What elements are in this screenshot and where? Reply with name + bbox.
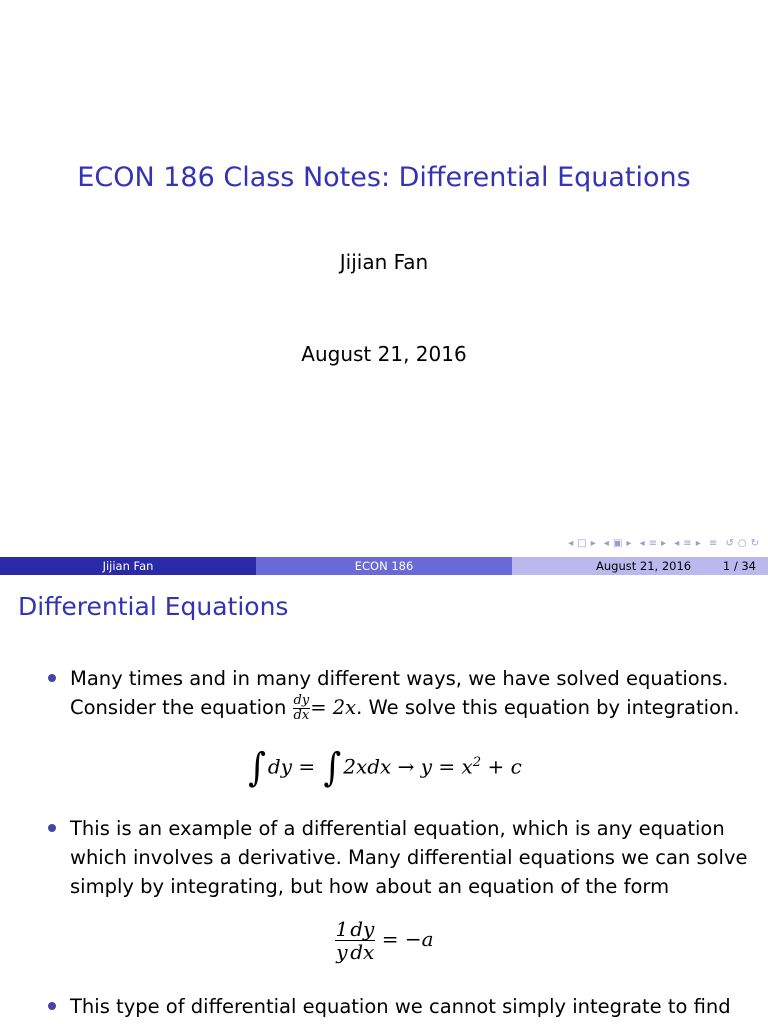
inline-deriv-den: dx [293, 708, 310, 723]
footer-course: ECON 186 [256, 557, 512, 575]
integral-sign-icon: ∫ [248, 745, 266, 791]
integral-sign-icon: ∫ [323, 745, 342, 791]
nav-right-icon[interactable]: ▸ [661, 538, 668, 549]
bullet-icon [48, 674, 63, 689]
equation-2-rhs: = −a [375, 927, 434, 951]
fraction-one-over-y [335, 918, 350, 963]
fraction-1-den: y [336, 940, 348, 964]
nav-subsection-icon[interactable]: ▣ [612, 538, 624, 549]
bullet-1-line-2-end: . We solve this equation by integration. [356, 696, 740, 719]
nav-left-icon[interactable]: ◂ [603, 538, 610, 549]
nav-back-icon[interactable]: ↻ [750, 538, 760, 549]
bullet-1-line-2-start: Consider the equation [70, 696, 293, 719]
inline-deriv-num: dy [293, 692, 310, 708]
bullet-2-line-2: which involves a derivative. Many differential equations we can solve [70, 846, 748, 869]
nav-right-icon[interactable]: ▸ [626, 538, 633, 549]
bullet-2-line-1: This is an example of a differential equation, which is any equation [70, 817, 725, 840]
bullet-2-text [70, 814, 760, 901]
nav-left-icon[interactable]: ◂ [568, 538, 575, 549]
footer-date: August 21, 2016 [596, 559, 692, 573]
fraction-2-den: dx [350, 940, 375, 964]
equation-1-left: dy = [267, 754, 316, 779]
slide-footer [0, 557, 768, 575]
content-slide [0, 576, 768, 1024]
fraction-2-num: dy [350, 917, 375, 941]
equation-1-middle: 2xdx → y = x [343, 754, 473, 779]
bullet-1-line-1: Many times and in many different ways, we have solved equations. [70, 667, 729, 690]
nav-section-icon[interactable]: ≡ [648, 538, 659, 549]
equation-integration [0, 745, 768, 791]
nav-right-icon[interactable]: ▸ [695, 538, 702, 549]
nav-frame-icon[interactable]: □ [577, 538, 588, 549]
nav-left-icon[interactable]: ◂ [639, 538, 646, 549]
nav-zoom-icon[interactable]: ○ [737, 538, 748, 549]
author-name: Jijian Fan [339, 250, 429, 274]
fraction-1-num: 1 [335, 917, 349, 941]
footer-author: Jijian Fan [0, 557, 256, 575]
nav-search-icon[interactable]: ↺ [725, 538, 735, 549]
nav-right-icon[interactable]: ▸ [590, 538, 597, 549]
nav-section-icon[interactable]: ≡ [683, 538, 693, 549]
bullet-icon [48, 1002, 63, 1017]
equation-1-right: + c [481, 754, 522, 779]
bullet-2-line-3: simply by integrating, but how about an equation of the form [70, 875, 670, 898]
equation-differential [0, 918, 768, 963]
fraction-dy-dx [349, 918, 375, 963]
footer-date-page [512, 557, 768, 575]
bullet-3-text: This type of differential equation we cannot simply integrate to find [70, 995, 731, 1018]
document-date: August 21, 2016 [301, 342, 467, 366]
bullet-icon [48, 824, 63, 839]
footer-page-number: 1 / 34 [722, 559, 756, 573]
bullet-1-text [70, 664, 760, 723]
bullet-1-line-2 [70, 693, 760, 723]
nav-left-icon[interactable]: ◂ [674, 538, 681, 549]
inline-equation-rhs: = 2x [310, 696, 357, 719]
document-title: ECON 186 Class Notes: Differential Equations [77, 162, 691, 193]
beamer-navigation [565, 538, 760, 549]
inline-derivative [293, 694, 311, 724]
frame-title: Differential Equations [18, 592, 289, 621]
equation-1-exponent: 2 [472, 754, 482, 770]
nav-align-icon[interactable]: ≡ [708, 538, 719, 549]
